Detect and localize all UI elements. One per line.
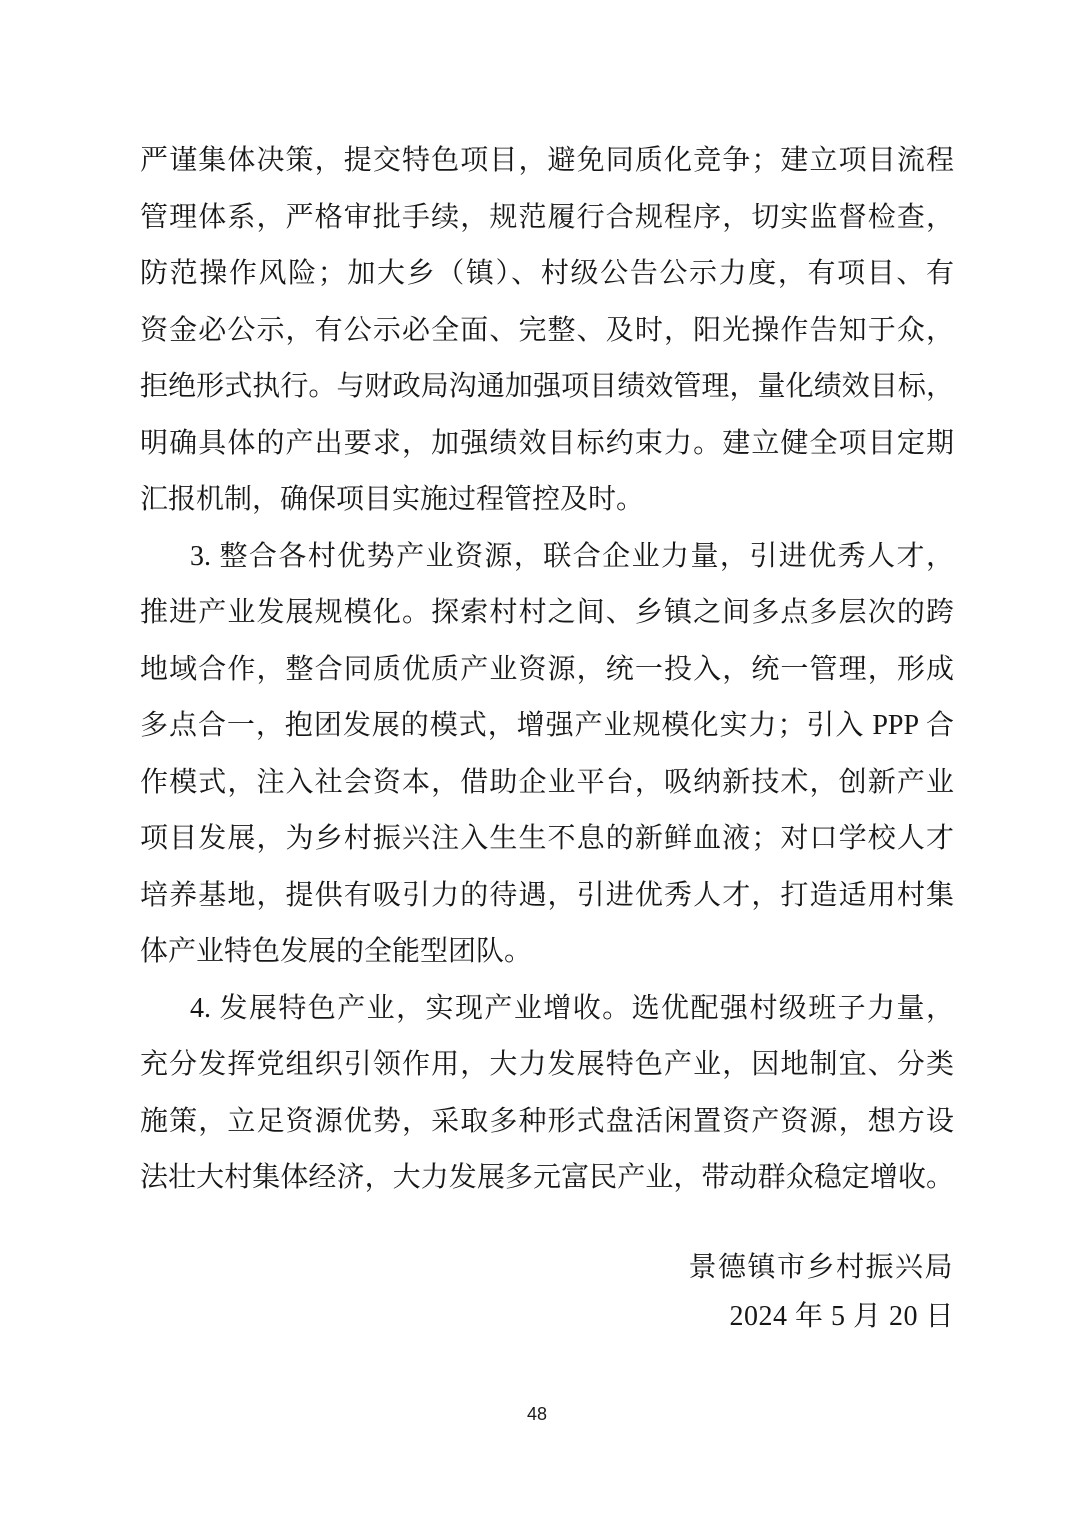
- body-line: 多点合一，抱团发展的模式，增强产业规模化实力；引入 PPP 合: [140, 710, 954, 741]
- document-body: [140, 133, 954, 1207]
- body-line: 项目发展，为乡村振兴注入生生不息的新鲜血液；对口学校人才: [140, 823, 954, 854]
- body-line: 拒绝形式执行。与财政局沟通加强项目绩效管理，量化绩效目标，: [140, 371, 954, 402]
- body-line: 资金必公示，有公示必全面、完整、及时，阳光操作告知于众，: [140, 314, 954, 346]
- signature-date: 2024 年 5 月 20 日: [729, 1300, 954, 1332]
- signature-organization: 景德镇市乡村振兴局: [688, 1251, 954, 1283]
- body-line: 地域合作，整合同质优质产业资源，统一投入，统一管理，形成: [140, 653, 954, 685]
- body-line: 3. 整合各村优势产业资源，联合企业力量，引进优秀人才，: [190, 540, 954, 572]
- body-line: 管理体系，严格审批手续，规范履行合规程序，切实监督检查，: [140, 201, 954, 233]
- body-line: 体产业特色发展的全能型团队。: [140, 936, 533, 967]
- body-line: 作模式，注入社会资本，借助企业平台，吸纳新技术，创新产业: [140, 766, 954, 798]
- body-line: 充分发挥党组织引领作用，大力发展特色产业，因地制宜、分类: [140, 1049, 954, 1080]
- body-line: 推进产业发展规模化。探索村村之间、乡镇之间多点多层次的跨: [140, 597, 954, 628]
- document-content: [140, 133, 954, 1341]
- page-number: 48: [526, 1404, 548, 1424]
- body-line: 培养基地，提供有吸引力的待遇，引进优秀人才，打造适用村集: [140, 879, 954, 911]
- body-line: 法壮大村集体经济，大力发展多元富民产业，带动群众稳定增收。: [140, 1162, 954, 1193]
- signature-block: [140, 1243, 954, 1341]
- body-line: 明确具体的产出要求，加强绩效目标约束力。建立健全项目定期: [140, 427, 954, 459]
- body-line: 4. 发展特色产业，实现产业增收。选优配强村级班子力量，: [190, 992, 954, 1024]
- body-line: 严谨集体决策，提交特色项目，避免同质化竞争；建立项目流程: [140, 145, 954, 176]
- body-line: 防范操作风险；加大乡（镇）、村级公告公示力度，有项目、有: [140, 258, 954, 289]
- body-line: 施策，立足资源优势，采取多种形式盘活闲置资产资源，想方设: [140, 1105, 954, 1137]
- body-line: 汇报机制，确保项目实施过程管控及时。: [140, 484, 645, 515]
